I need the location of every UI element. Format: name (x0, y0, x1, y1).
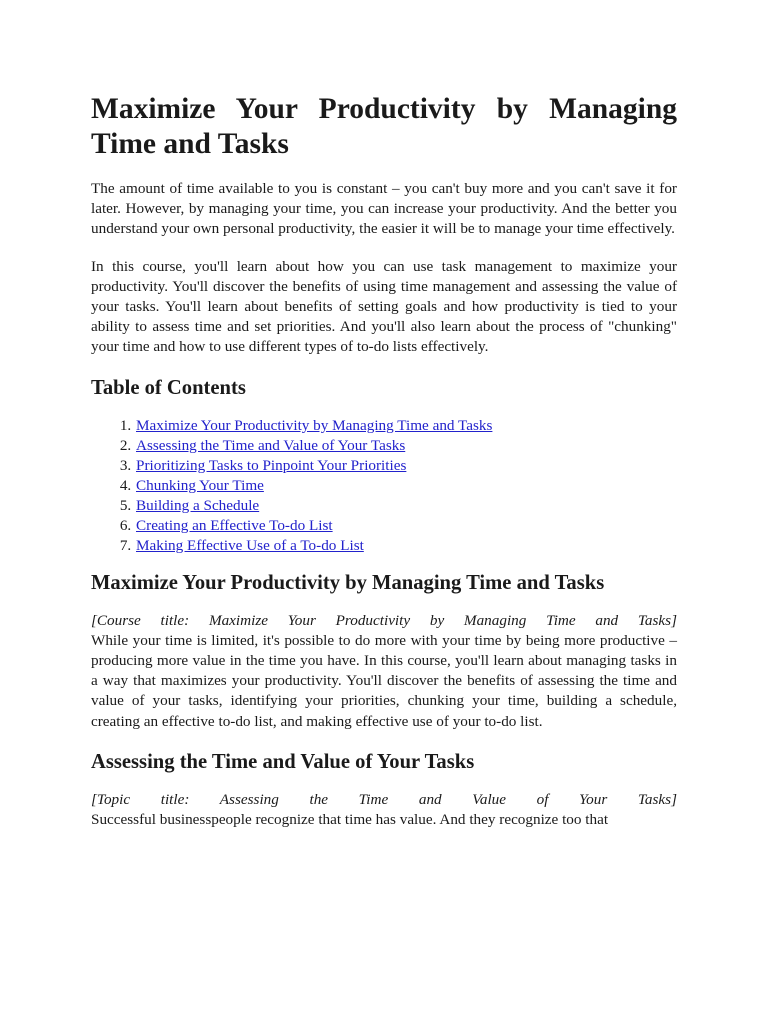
toc-link-6[interactable]: Creating an Effective To-do List (136, 516, 333, 534)
intro-paragraph-1: The amount of time available to you is constant – you can't buy more and you can't save it for later. However, by managing your time, you can increase your productivity. And the better you understand your own personal productivity, the easier it will be to manage your time effectively. (91, 180, 677, 238)
section-paragraph-assessing (91, 790, 677, 830)
intro-paragraph-2: In this course, you'll learn about how you can use task management to maximize your productivity. You'll discover the benefits of using time management and assessing the value of your tasks. You'll learn about benefits of setting goals and how productivity is tied to your ability to assess time and set priorities. And you'll also learn about the process of "chunking" your time and how to use different types of to-do lists effectively. (91, 257, 677, 356)
document-title: Maximize Your Productivity by Managing Time and Tasks (91, 93, 677, 160)
table-of-contents (91, 416, 677, 556)
toc-item (135, 496, 677, 516)
toc-link-4[interactable]: Chunking Your Time (136, 476, 264, 494)
toc-item (135, 436, 677, 456)
toc-item (135, 416, 677, 436)
section-heading-course: Maximize Your Productivity by Managing Time and Tasks (91, 571, 605, 594)
section-body-course: While your time is limited, it's possible to do more with your time by being more productive – producing more value in the time you have. In this course, you'll learn about managing tasks in a way that maximizes your productivity. You'll discover the benefits of assessing the time and value of your tasks, identifying your priorities, chunking your time, building a schedule, creating an effective to-do list, and making effective use of your to-do list. (91, 631, 677, 730)
course-title-bracket: [Course title: Maximize Your Productivity by Managing Time and Tasks] (91, 611, 677, 629)
toc-link-7[interactable]: Making Effective Use of a To-do List (136, 536, 364, 554)
topic-title-bracket: [Topic title: Assessing the Time and Value of Your Tasks] (91, 790, 677, 808)
section-body-assessing: Successful businesspeople recognize that time has value. And they recognize too that (91, 811, 609, 829)
section-paragraph-course (91, 611, 677, 732)
toc-heading: Table of Contents (91, 376, 246, 399)
toc-item (135, 476, 677, 496)
toc-link-2[interactable]: Assessing the Time and Value of Your Tasks (136, 436, 406, 454)
toc-item (135, 456, 677, 476)
section-heading-assessing: Assessing the Time and Value of Your Tasks (91, 750, 475, 773)
toc-item (135, 536, 677, 556)
toc-item (135, 516, 677, 536)
toc-link-5[interactable]: Building a Schedule (136, 496, 260, 514)
toc-link-3[interactable]: Prioritizing Tasks to Pinpoint Your Priorities (136, 456, 407, 474)
document-page (91, 92, 677, 847)
toc-link-1[interactable]: Maximize Your Productivity by Managing Time and Tasks (136, 416, 493, 434)
